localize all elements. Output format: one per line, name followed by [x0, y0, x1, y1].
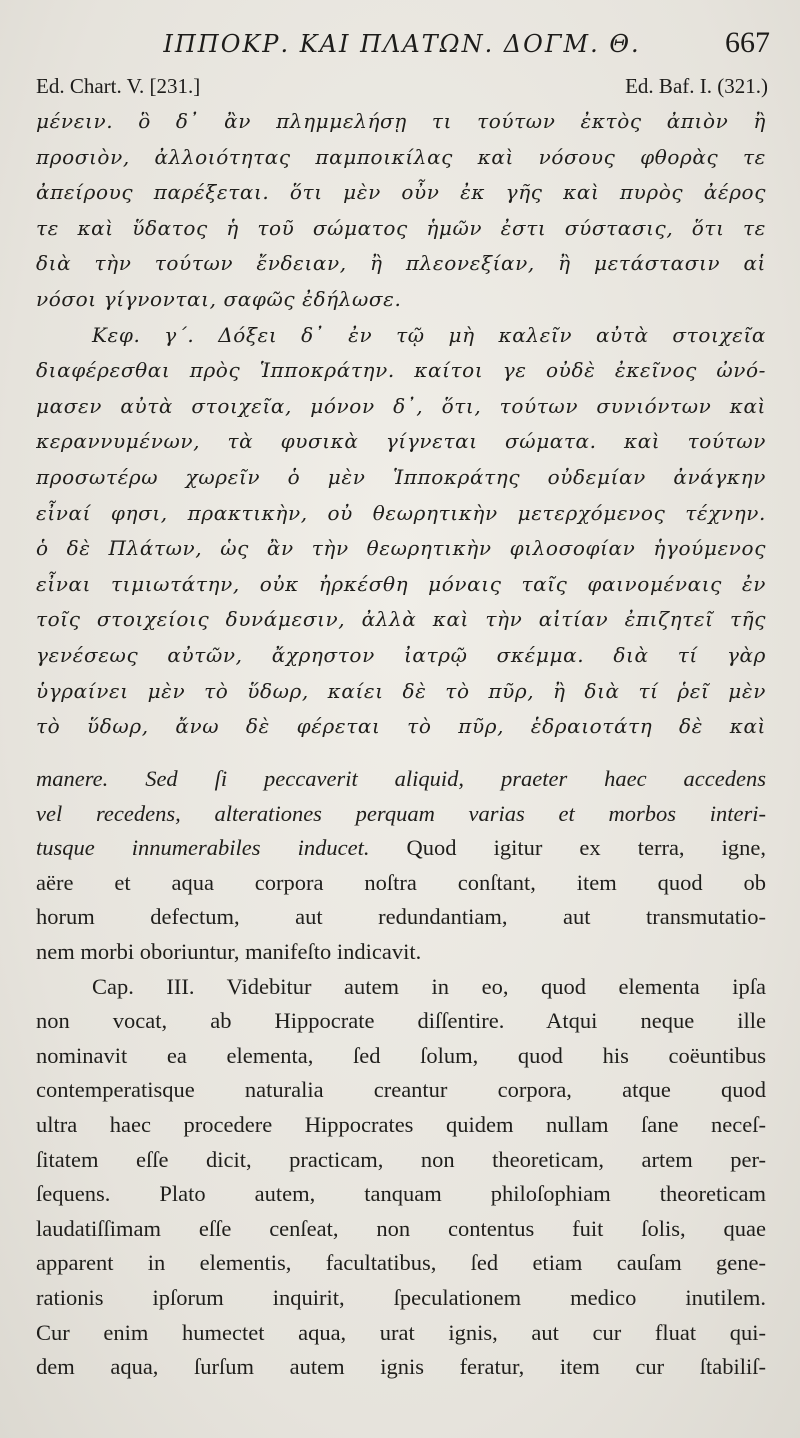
greek-line: γενέσεως αὐτῶν, ἄχρηστον ἰατρῷ σκέμμα. διὰ τί γὰρ	[36, 642, 766, 667]
latin-italic-line: manere. Sed ſi peccaverit aliquid, praeter haec accedens	[36, 766, 766, 791]
latin-line: horum defectum, aut redundantiam, aut transmutatio-	[36, 904, 766, 930]
latin-line: nominavit ea elementa, ſed ſolum, quod his coëuntibus	[36, 1042, 766, 1068]
latin-line: ſequens. Plato autem, tanquam philoſophiam theoreticam	[36, 1181, 766, 1207]
latin-line: nem morbi oboriuntur, manifeſto indicavit.	[36, 938, 422, 964]
greek-line: μένειν. ὃ δ᾽ ἂν πλημμελήσῃ τι τούτων ἐκτὸς ἀπιὸν ἢ	[36, 109, 766, 133]
latin-line: laudatiſſimam eſſe cenſeat, non contentus fuit ſolis, quae	[36, 1215, 766, 1241]
greek-line: προσιὸν, ἀλλοιότητας παμποικίλας καὶ νόσους φθορὰς τε	[36, 144, 766, 169]
greek-line: ὁ δὲ Πλάτων, ὡς ἂν τὴν θεωρητικὴν φιλοσοφίαν ἡγούμενος	[36, 536, 766, 561]
edition-chartier: Ed. Chart. V. [231.]	[36, 74, 201, 98]
latin-chapter-heading-line: Cap. III. Videbitur autem in eo, quod elementa ipſa	[92, 973, 766, 999]
latin-line: rationis ipſorum inquirit, ſpeculationem medico inutilem.	[36, 1284, 766, 1310]
page-number: 667	[725, 26, 770, 59]
greek-line: νόσοι γίγνονται, σαφῶς ἐδήλωσε.	[36, 286, 402, 311]
edition-basel: Ed. Baf. I. (321.)	[625, 74, 768, 98]
latin-line: ſitatem eſſe dicit, practicam, non theoreticam, artem per-	[36, 1146, 766, 1172]
greek-line: τὸ ὕδωρ, ἄνω δὲ φέρεται τὸ πῦρ, ἑδραιοτάτη δὲ καὶ	[36, 714, 766, 739]
greek-line: διαφέρεσθαι πρὸς Ἱπποκράτην. καίτοι γε οὐδὲ ἐκεῖνος ὠνό-	[36, 358, 766, 383]
latin-line: aëre et aqua corpora noſtra conſtant, item quod ob	[36, 869, 766, 895]
latin-line: dem aqua, ſurſum autem ignis feratur, item cur ſtabiliſ-	[36, 1354, 766, 1380]
latin-italic-fragment: tusque innumerabiles inducet.	[36, 835, 370, 861]
greek-line: διὰ τὴν τούτων ἔνδειαν, ἢ πλεονεξίαν, ἢ μετάστασιν αἱ	[36, 251, 766, 276]
latin-line: contemperatisque naturalia creantur corpora, atque quod	[36, 1077, 766, 1103]
latin-line: ultra haec procedere Hippocrates quidem nullam ſane neceſ-	[36, 1111, 766, 1137]
greek-line: ὑγραίνει μὲν τὸ ὕδωρ, καίει δὲ τὸ πῦρ, ἢ διὰ τί ῥεῖ μὲν	[36, 678, 766, 703]
greek-line: τε καὶ ὕδατος ἡ τοῦ σώματος ἡμῶν ἐστι σύστασις, ὅτι τε	[36, 215, 766, 240]
greek-line: κεραννυμένων, τὰ φυσικὰ γίγνεται σώματα. καὶ τούτων	[36, 429, 766, 454]
greek-line: εἶναι τιμιωτάτην, οὐκ ἠρκέσθη μόναις ταῖς φαινομέναις ἐν	[36, 571, 766, 596]
latin-line: Cur enim humectet aqua, urat ignis, aut cur fluat qui-	[36, 1319, 766, 1345]
greek-line: προσωτέρω χωρεῖν ὁ μὲν Ἱπποκράτης οὐδεμίαν ἀνάγκην	[36, 464, 766, 489]
latin-mixed-line	[36, 831, 766, 866]
latin-line: apparent in elementis, facultatibus, ſed etiam cauſam gene-	[36, 1250, 766, 1276]
edition-line	[36, 74, 768, 104]
greek-text-block	[36, 104, 766, 745]
running-head	[28, 22, 776, 66]
latin-roman-fragment: Quod igitur ex terra, igne,	[369, 835, 766, 861]
latin-text-block	[36, 762, 766, 1385]
greek-line: τοῖς στοιχείοις δυνάμεσιν, ἀλλὰ καὶ τὴν αἰτίαν ἐπιζητεῖ τῆς	[36, 607, 766, 632]
greek-chapter-heading-line: Κεφ. γ΄. Δόξει δ᾽ ἐν τῷ μὴ καλεῖν αὐτὰ στοιχεῖα	[92, 322, 766, 347]
latin-line: non vocat, ab Hippocrate diſſentire. Atqui neque ille	[36, 1008, 766, 1034]
running-title: ΙΠΠΟΚΡ. ΚΑΙ ΠΛΑΤΩΝ. ΔΟΓΜ. Θ.	[163, 30, 641, 58]
greek-line: ἀπείρους παρέξεται. ὅτι μὲν οὖν ἐκ γῆς καὶ πυρὸς ἀέρος	[36, 180, 766, 205]
latin-italic-line: vel recedens, alterationes perquam varias et morbos interi-	[36, 800, 766, 826]
greek-line: εἶναί φησι, πρακτικὴν, οὐ θεωρητικὴν μετερχόμενος τέχνην.	[36, 500, 766, 525]
greek-line: μασεν αὐτὰ στοιχεῖα, μόνον δ᾽, ὅτι, τούτων συνιόντων καὶ	[36, 393, 766, 418]
